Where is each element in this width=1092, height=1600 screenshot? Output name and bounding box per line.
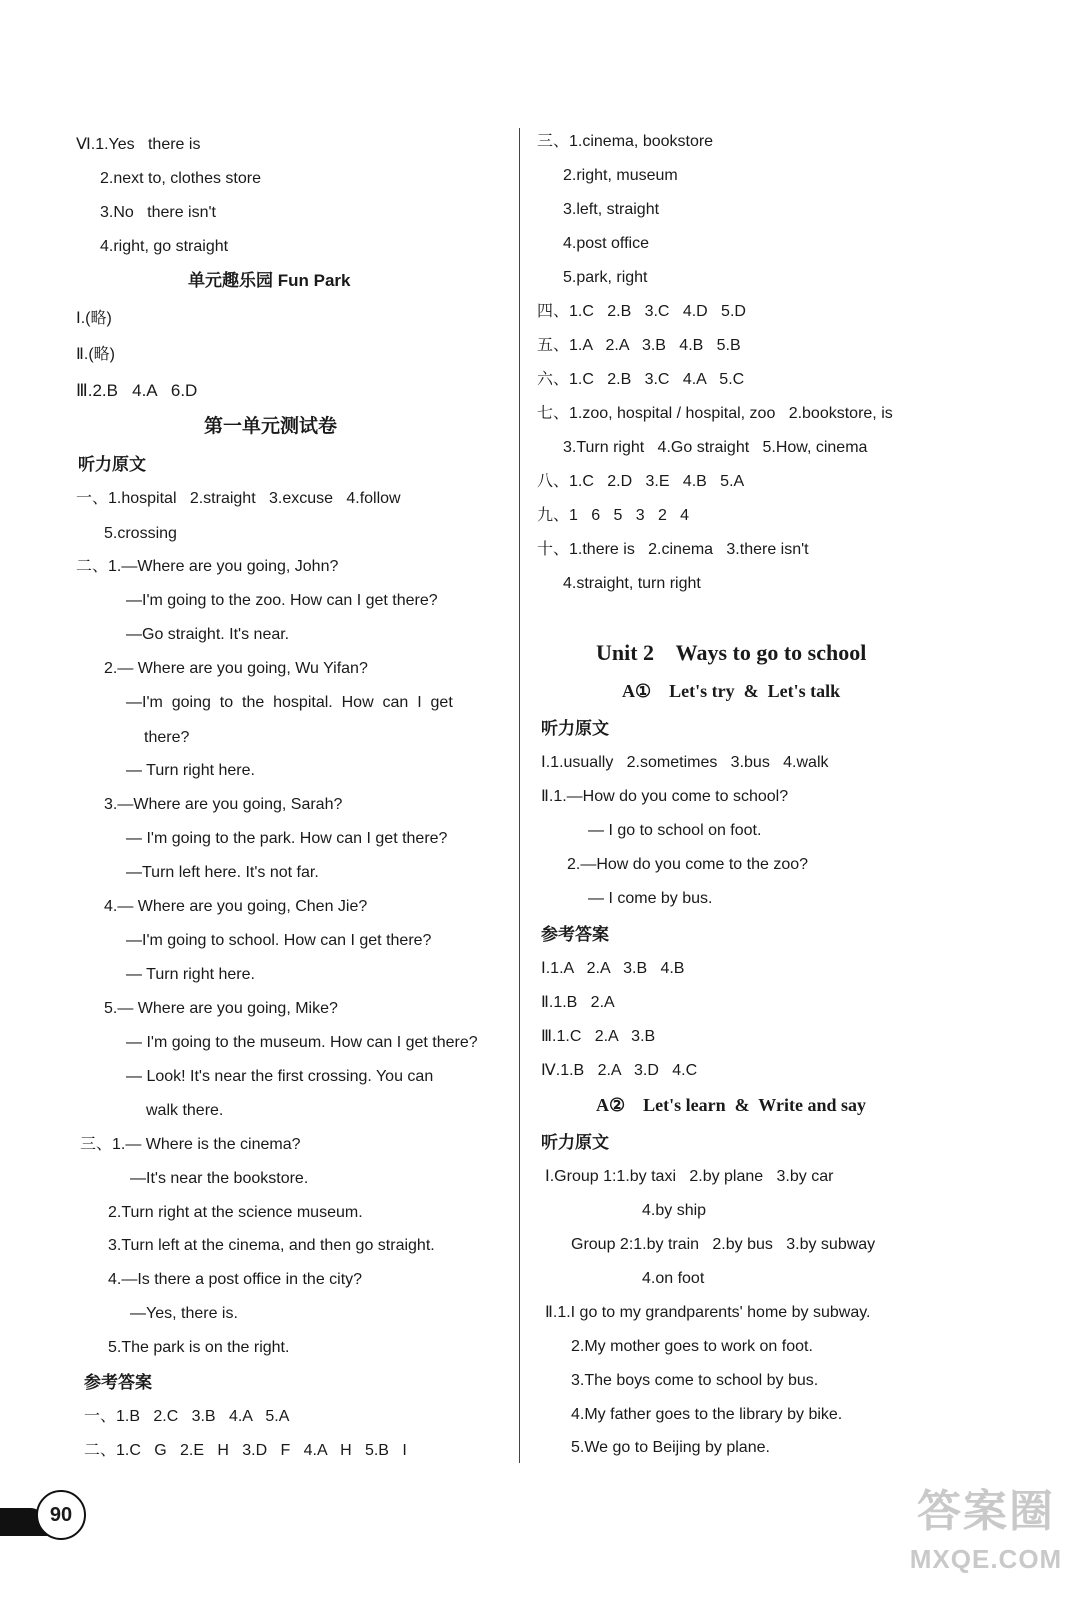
answer-line: 3.Turn right 4.Go straight 5.How, cinema [563,439,868,456]
answer-line: — Turn right here. [126,762,255,779]
answer-line: 5.crossing [104,525,177,542]
answer-line: Ⅰ.1.usually 2.sometimes 3.bus 4.walk [541,754,829,771]
lesson-title: A② Let's learn & Write and say [596,1095,866,1115]
answer-line: Ⅵ.1.Yes there is [76,136,201,153]
answer-line: 4.right, go straight [100,238,229,255]
answer-line: 5.park, right [563,269,648,286]
lesson-title: A① Let's try & Let's talk [622,681,841,701]
subsection-heading: 听力原文 [78,455,146,474]
answer-line: Ⅳ.1.B 2.A 3.D 4.C [541,1062,698,1079]
answer-line: 4.post office [563,235,649,252]
watermark-url: MXQE.COM [909,1544,1063,1574]
answer-line: 2.Turn right at the science museum. [108,1204,363,1221]
answer-line: 5.We go to Beijing by plane. [571,1439,770,1456]
answer-line: Ⅱ.1.—How do you come to school? [541,788,789,805]
answer-line: 一、1.B 2.C 3.B 4.A 5.A [84,1408,290,1425]
answer-line: —I'm going to the zoo. How can I get there? [126,592,438,609]
answer-line: 四、1.C 2.B 3.C 4.D 5.D [537,303,746,320]
answer-line: 三、1.cinema, bookstore [537,133,714,150]
subsection-heading: 参考答案 [84,1373,152,1392]
answer-line: Group 2:1.by train 2.by bus 3.by subway [571,1236,876,1253]
page-number: 90 [36,1490,86,1540]
answer-line: 4.by ship [642,1202,707,1219]
answer-line: 3.No there isn't [100,204,216,221]
answer-line: —It's near the bookstore. [130,1170,309,1187]
answer-line: 3.Turn left at the cinema, and then go straight. [108,1237,435,1254]
watermark-logo-text: 答案圈 [917,1487,1055,1536]
section-heading: 单元趣乐园 Fun Park [188,271,351,290]
answer-line: 一、1.hospital 2.straight 3.excuse 4.follow [76,490,401,507]
answer-line: walk there. [146,1102,224,1119]
unit-title: Unit 2 Ways to go to school [596,640,867,665]
answer-line: 五、1.A 2.A 3.B 4.B 5.B [537,337,741,354]
answer-line: —Go straight. It's near. [126,626,290,643]
answer-line: Ⅱ.1.B 2.A [541,994,615,1011]
answer-line: 2.— Where are you going, Wu Yifan? [104,660,368,677]
answer-line: —I'm going to school. How can I get there? [126,932,432,949]
answer-line: 三、1.— Where is the cinema? [80,1136,301,1153]
answer-line: there? [144,729,190,746]
answer-line: Ⅱ.1.I go to my grandparents' home by subway. [545,1304,871,1321]
answer-line: 2.next to, clothes store [100,170,261,187]
answer-line: 3.—Where are you going, Sarah? [104,796,343,813]
answer-line: 六、1.C 2.B 3.C 4.A 5.C [537,371,745,388]
answer-line: 4.on foot [642,1270,705,1287]
answer-line: 九、1 6 5 3 2 4 [537,507,690,524]
answer-line: 2.My mother goes to work on foot. [571,1338,813,1355]
answer-line: 3.The boys come to school by bus. [571,1372,819,1389]
answer-line: — Look! It's near the first crossing. You can [126,1068,434,1085]
section-heading: 第一单元测试卷 [204,416,338,437]
answer-line: Ⅰ.(略) [76,310,112,327]
watermark [896,1482,1076,1592]
answer-line: 4.— Where are you going, Chen Jie? [104,898,368,915]
answer-line: 5.— Where are you going, Mike? [104,1000,338,1017]
answer-line: 2.right, museum [563,167,678,184]
answer-line: 七、1.zoo, hospital / hospital, zoo 2.bookstore, is [537,405,893,422]
answer-line: —I'm going to the hospital. How can I get [126,694,453,711]
answer-line: Ⅰ.1.A 2.A 3.B 4.B [541,960,685,977]
answer-line: — Turn right here. [126,966,255,983]
subsection-heading: 参考答案 [541,925,609,944]
answer-line: — I'm going to the museum. How can I get there? [126,1034,478,1051]
answer-line: 二、1.—Where are you going, John? [76,558,339,575]
answer-line: Ⅰ.Group 1:1.by taxi 2.by plane 3.by car [545,1168,834,1185]
answer-line: 3.left, straight [563,201,660,218]
answer-line: —Turn left here. It's not far. [126,864,319,881]
answer-line: Ⅲ.1.C 2.A 3.B [541,1028,656,1045]
answer-line: — I go to school on foot. [588,822,762,839]
answer-line: Ⅱ.(略) [76,346,115,363]
answer-line: 4.straight, turn right [563,575,701,592]
subsection-heading: 听力原文 [541,1133,609,1152]
answer-line: — I'm going to the park. How can I get there? [126,830,448,847]
answer-line: 八、1.C 2.D 3.E 4.B 5.A [537,473,745,490]
answer-line: 二、1.C G 2.E H 3.D F 4.A H 5.B I [84,1442,407,1459]
answer-line: Ⅲ.2.B 4.A 6.D [76,381,198,400]
answer-line: 5.The park is on the right. [108,1339,290,1356]
answer-line: 4.My father goes to the library by bike. [571,1406,843,1423]
answer-line: —Yes, there is. [130,1305,238,1322]
answer-line: 2.—How do you come to the zoo? [567,856,809,873]
answer-line: 4.—Is there a post office in the city? [108,1271,363,1288]
subsection-heading: 听力原文 [541,719,609,738]
answer-line: — I come by bus. [588,890,713,907]
column-divider [519,128,520,1463]
answer-line: 十、1.there is 2.cinema 3.there isn't [537,541,809,558]
